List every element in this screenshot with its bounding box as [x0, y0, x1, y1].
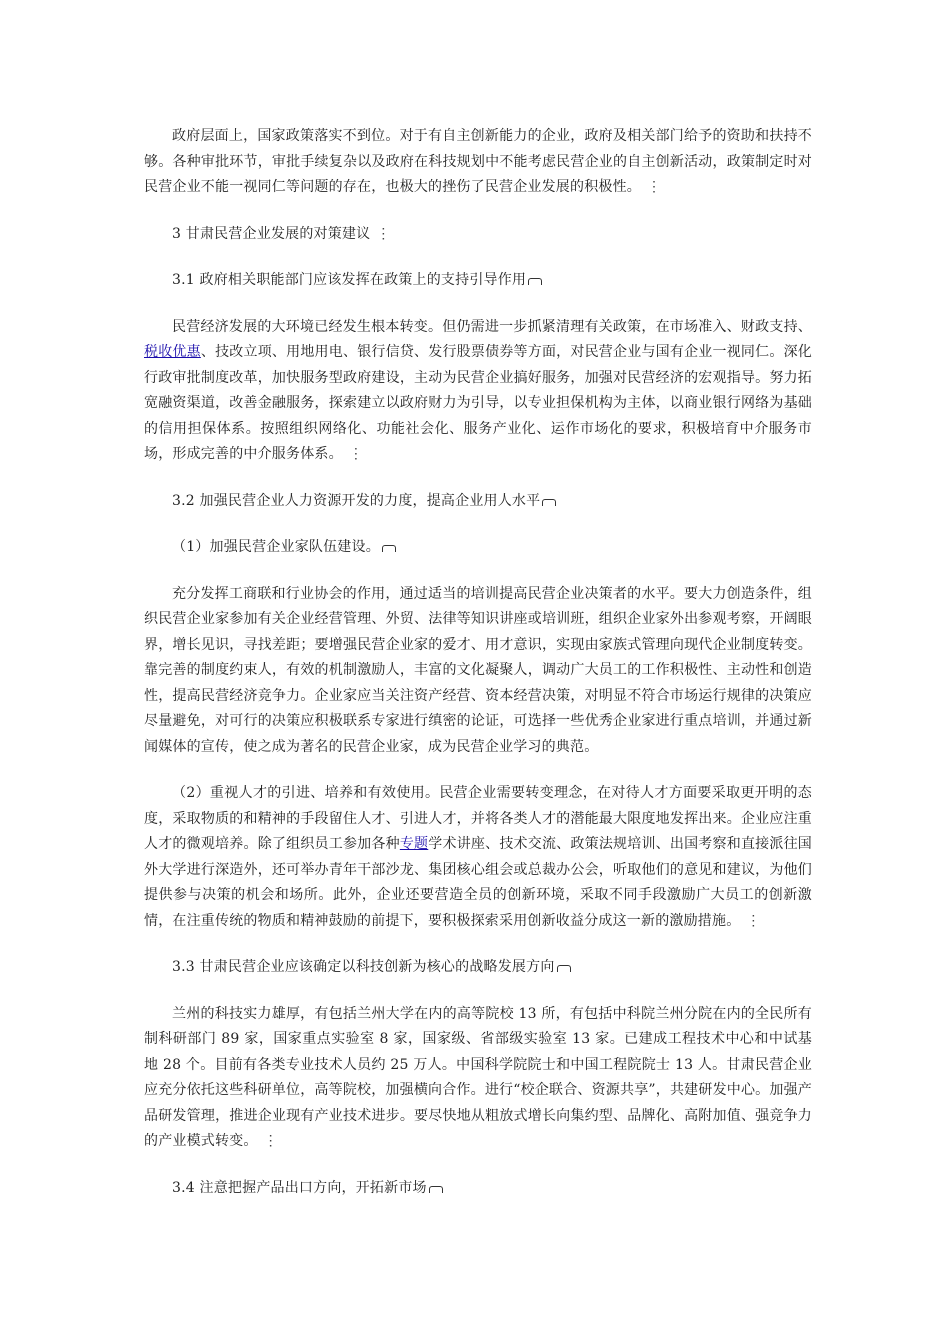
section-heading-3-2: 3.2 加强民营企业人力资源开发的力度，提高企业用人水平	[144, 489, 812, 515]
bracket-mark-icon	[542, 499, 556, 506]
bracket-mark-icon	[429, 1186, 443, 1193]
paragraph-entrepreneur-training: 充分发挥工商联和行业协会的作用，通过适当的培训提高民营企业决策者的水平。要大力创造条件，组织民营企业家参加有关企业经营管理、外贸、法律等知识讲座或培训班，组织企业家外出参观考察，开阔眼界，增长见识，寻找差距；要增强民营企业家的爱才、用才意识，实现由家族式管理向现代企业制度转变。靠完善的制度约束人，有效的机制激励人，丰富的文化凝聚人，调动广大员工的工作积极性、主动性和创造性，提高民营经济竞争力。企业家应当关注资产经营、资本经营决策，对明显不符合市场运行规律的决策应尽量避免，对可行的决策应积极联系专家进行缜密的论证，可选择一些优秀企业家进行重点培训，并通过新闻媒体的宣传，使之成为著名的民营企业家，成为民营企业学习的典范。	[144, 585, 812, 755]
section-heading-3-1: 3.1 政府相关职能部门应该发挥在政策上的支持引导作用	[144, 268, 812, 294]
bracket-mark-icon	[528, 278, 542, 285]
paragraph-mark-icon: ⋮	[263, 1133, 278, 1149]
document-body	[144, 124, 812, 1201]
paragraph-mark-icon: ⋮	[647, 179, 661, 195]
paragraph-mark-icon: ⋮	[348, 446, 363, 462]
tax-preference-link[interactable]: 税收优惠	[144, 344, 201, 360]
section-heading-3-3: 3.3 甘肃民营企业应该确定以科技创新为核心的战略发展方向	[144, 955, 812, 981]
paragraph-government-policy: 政府层面上，国家政策落实不到位。对于有自主创新能力的企业，政府及相关部门给予的资助和扶持不够。各种审批环节，审批手续复杂以及政府在科技规划中不能考虑民营企业的自主创新活动，政策制定时对民营企业不能一视同仁等问题的存在，也极大的挫伤了民营企业发展的积极性。 ⋮	[144, 128, 812, 195]
paragraph-talent-development: （2）重视人才的引进、培养和有效使用。民营企业需要转变理念，在对待人才方面要采取更开明的态度，采取物质的和精神的手段留住人才、引进人才，并将各类人才的潜能最大限度地发挥出来。企业应注重人才的微观培养。除了组织员工参加各种专题学术讲座、技术交流、政策法规培训、出国考察和直接派往国外大学进行深造外，还可举办青年干部沙龙、集团核心组会或总裁办公会，听取他们的意见和建议，为他们提供参与决策的机会和场所。此外，企业还要营造全员的创新环境，采取不同手段激励广大员工的创新激情，在注重传统的物质和精神鼓励的前提下，要积极探索采用创新收益分成这一新的激励措施。 ⋮	[144, 785, 812, 929]
paragraph-mark-icon: ⋮	[746, 912, 761, 929]
bracket-mark-icon	[382, 545, 396, 552]
paragraph-lanzhou-tech: 兰州的科技实力雄厚，有包括兰州大学在内的高等院校 13 所，有包括中科院兰州分院在内的全民所有制科研部门 89 家，国家重点实验室 8 家，国家级、省部级实验室 13 家。已建成工程技术中心和中试基地 28 个。目前有各类专业技术人员约 25 万人。中国科学院院士和中国工程院院士 13 人。甘肃民营企业应充分依托这些科研单位，高等院校，加强横向合作。进行“校企联合、资源共享”，共建研发中心。加强产品研发管理，推进企业现有产业技术进步。要尽快地从粗放式增长向集约型、品牌化、高附加值、强竞争力的产业模式转变。 ⋮	[144, 1005, 812, 1149]
subheading-entrepreneur-team: （1）加强民营企业家队伍建设。	[144, 535, 812, 561]
paragraph-mark-icon: ⋮	[376, 225, 391, 242]
section-heading-3: 3 甘肃民营企业发展的对策建议 ⋮	[172, 225, 391, 242]
special-topic-link[interactable]: 专题	[399, 836, 429, 852]
section-heading-3-4: 3.4 注意把握产品出口方向，开拓新市场	[144, 1176, 812, 1202]
bracket-mark-icon	[557, 965, 571, 972]
paragraph-policy-support: 民营经济发展的大环境已经发生根本转变。但仍需进一步抓紧清理有关政策，在市场准入、财政支持、税收优惠、技改立项、用地用电、银行信贷、发行股票债券等方面，对民营企业与国有企业一视同仁。深化行政审批制度改革，加快服务型政府建设，主动为民营企业搞好服务，加强对民营经济的宏观指导。努力拓宽融资渠道，改善金融服务，探索建立以政府财力为引导，以专业担保机构为主体，以商业银行网络为基础的信用担保体系。按照组织网络化、功能社会化、服务产业化、运作市场化的要求，积极培育中介服务市场，形成完善的中介服务体系。 ⋮	[144, 318, 812, 462]
